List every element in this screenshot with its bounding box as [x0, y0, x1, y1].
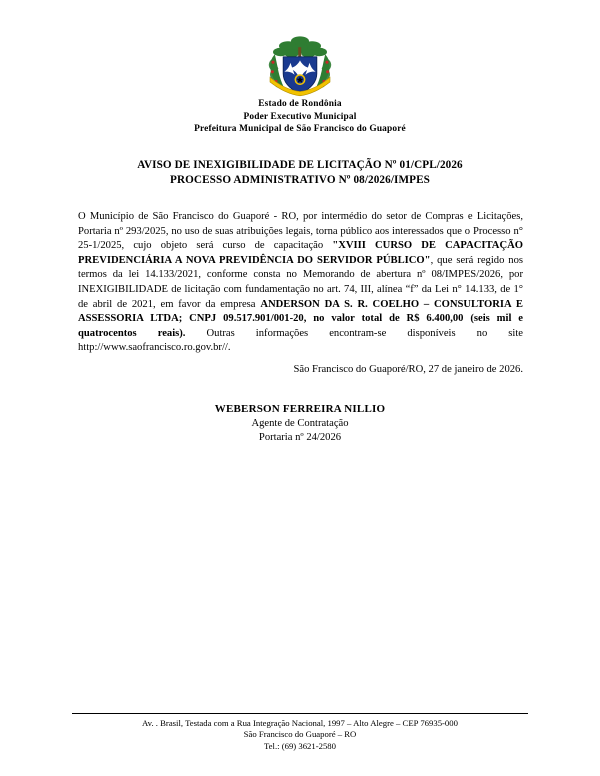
- signatory-name: WEBERSON FERREIRA NILLIO: [214, 403, 386, 415]
- body-segment-course-name: "XVIII CURSO DE CAPACITAÇÃO PREVIDENCIÁRIA A NOVA PREVIDÊNCIA DO SERVIDOR PÚBLICO": [78, 240, 523, 266]
- signatory-role: Agente de Contratação: [251, 417, 349, 429]
- footer-phone: Tel.: (69) 3621-2580: [263, 740, 336, 751]
- footer-address: Av. . Brasil, Testada com a Rua Integração Nacional, 1997 – Alto Alegre – CEP 76935-000: [142, 717, 458, 728]
- document-body: [78, 210, 523, 356]
- body-segment-contractor: ANDERSON DA S. R. COELHO – CONSULTORIA E ASSESSORIA LTDA; CNPJ 09.517.901/001-20, no valor total de R$ 6.400,00 (seis mil e quatrocentos reais).: [78, 298, 523, 339]
- header-municipality: Prefeitura Municipal de São Francisco do Guaporé: [194, 124, 406, 134]
- document-title: [0, 158, 600, 187]
- coat-of-arms-container: [0, 34, 600, 100]
- footer-city: São Francisco do Guaporé – RO: [243, 729, 357, 740]
- header-state: Estado de Rondônia: [258, 99, 342, 109]
- body-segment-website: Outras informações encontram-se disponíveis no site http://www.saofrancisco.ro.gov.br//.: [78, 327, 523, 354]
- document-footer: [0, 713, 600, 752]
- title-notice: AVISO DE INEXIGIBILIDADE DE LICITAÇÃO Nº 01/CPL/2026: [137, 159, 463, 171]
- body-segment-legal-basis: , que será regido nos termos da lei 14.133/2021, conforme consta no Memorando de abertura nº 08/IMPES/2026, por INEXIGIBILIDADE de licitação com fundamentação no art. 74, III, alínea “f” da Lei n° 14.133, de 1° de abril de 2021, em favor da empresa: [78, 254, 523, 310]
- title-process: PROCESSO ADMINISTRATIVO Nº 08/2026/IMPES: [170, 173, 430, 186]
- institution-header: [0, 98, 600, 136]
- dateline: São Francisco do Guaporé/RO, 27 de janeiro de 2026.: [293, 364, 523, 375]
- signature-block: [0, 402, 600, 446]
- body-paragraph: [78, 210, 523, 356]
- signatory-portaria: Portaria nº 24/2026: [258, 432, 342, 444]
- body-segment-intro: O Município de São Francisco do Guaporé - RO, por intermédio do setor de Compras e Licitações, Portaria nº 293/2025, no uso de suas atribuições legais, torna público aos interessados que o Processo n° 25-1/2025, cujo objeto será curso de capacitação: [78, 211, 523, 252]
- header-branch: Poder Executivo Municipal: [243, 111, 357, 122]
- coat-of-arms-icon: [264, 34, 336, 100]
- footer-divider: [72, 713, 528, 714]
